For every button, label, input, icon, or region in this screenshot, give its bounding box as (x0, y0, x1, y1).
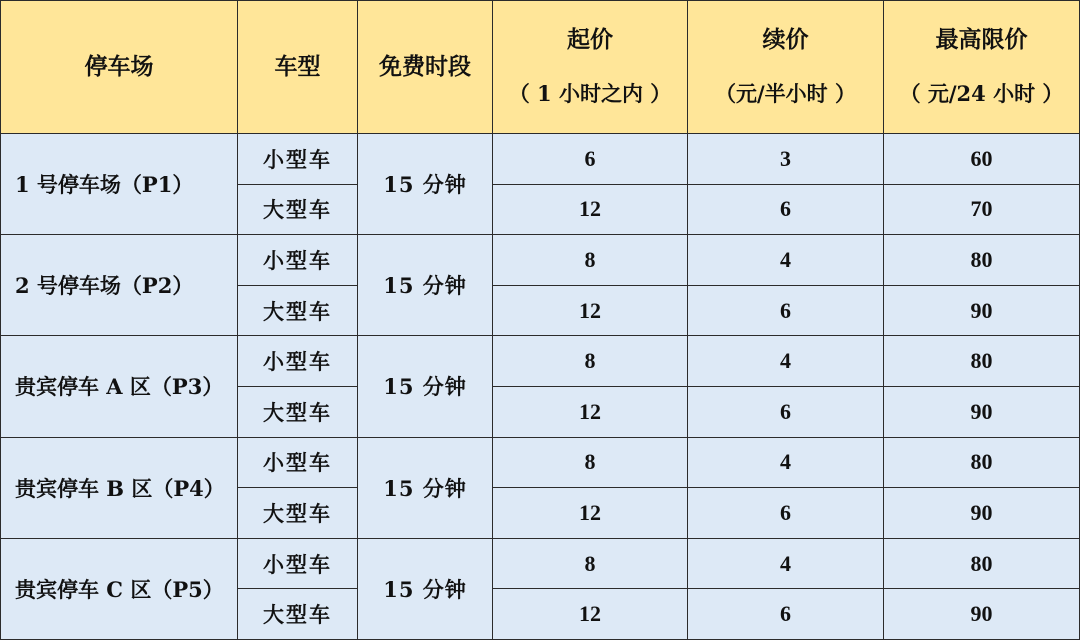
vehicle-type: 小型车 (238, 336, 358, 387)
header-max-price-title: 最高限价 (935, 26, 1028, 53)
header-free-period: 免费时段 (358, 1, 493, 134)
start-price: 8 (493, 437, 688, 488)
table-row (1, 437, 1080, 488)
start-price: 12 (493, 285, 688, 336)
vehicle-type: 小型车 (238, 134, 358, 185)
vehicle-type: 小型车 (238, 437, 358, 488)
max-price: 60 (884, 134, 1080, 185)
vehicle-type: 大型车 (238, 589, 358, 640)
header-row (1, 1, 1080, 134)
max-price: 90 (884, 488, 1080, 539)
start-price: 12 (493, 589, 688, 640)
vehicle-type: 大型车 (238, 285, 358, 336)
continued-price: 4 (688, 538, 884, 589)
max-price: 90 (884, 589, 1080, 640)
start-price: 12 (493, 184, 688, 235)
table-row (1, 235, 1080, 286)
header-continued-price (688, 1, 884, 134)
table-row (1, 336, 1080, 387)
header-lot: 停车场 (1, 1, 238, 134)
max-price: 90 (884, 285, 1080, 336)
continued-price: 6 (688, 285, 884, 336)
lot-name: 1 号停车场（P1） (1, 134, 238, 235)
start-price: 12 (493, 488, 688, 539)
free-period: 15 分钟 (358, 235, 493, 336)
free-period: 15 分钟 (358, 437, 493, 538)
max-price: 80 (884, 538, 1080, 589)
table-header (1, 1, 1080, 134)
header-start-price-unit: （ 1 小时之内 ） (508, 81, 672, 106)
header-max-price-unit: （ 元/24 小时 ） (899, 81, 1064, 106)
header-start-price (493, 1, 688, 134)
header-start-price-title: 起价 (567, 26, 613, 53)
continued-price: 6 (688, 386, 884, 437)
header-max-price (884, 1, 1080, 134)
vehicle-type: 大型车 (238, 184, 358, 235)
start-price: 8 (493, 235, 688, 286)
continued-price: 6 (688, 184, 884, 235)
start-price: 8 (493, 336, 688, 387)
header-vehicle-type: 车型 (238, 1, 358, 134)
max-price: 80 (884, 336, 1080, 387)
vehicle-type: 大型车 (238, 386, 358, 437)
header-continued-price-unit: （元/半小时 ） (715, 81, 856, 106)
lot-name: 贵宾停车 C 区（P5） (1, 538, 238, 639)
vehicle-type: 小型车 (238, 538, 358, 589)
free-period: 15 分钟 (358, 538, 493, 639)
max-price: 90 (884, 386, 1080, 437)
max-price: 80 (884, 437, 1080, 488)
table-row (1, 538, 1080, 589)
max-price: 70 (884, 184, 1080, 235)
continued-price: 6 (688, 589, 884, 640)
start-price: 8 (493, 538, 688, 589)
free-period: 15 分钟 (358, 336, 493, 437)
vehicle-type: 小型车 (238, 235, 358, 286)
table-row (1, 134, 1080, 185)
continued-price: 3 (688, 134, 884, 185)
start-price: 6 (493, 134, 688, 185)
free-period: 15 分钟 (358, 134, 493, 235)
max-price: 80 (884, 235, 1080, 286)
lot-name: 贵宾停车 A 区（P3） (1, 336, 238, 437)
table-body (1, 134, 1080, 640)
lot-name: 2 号停车场（P2） (1, 235, 238, 336)
continued-price: 4 (688, 235, 884, 286)
vehicle-type: 大型车 (238, 488, 358, 539)
header-continued-price-title: 续价 (762, 26, 809, 53)
continued-price: 4 (688, 336, 884, 387)
lot-name: 贵宾停车 B 区（P4） (1, 437, 238, 538)
continued-price: 6 (688, 488, 884, 539)
start-price: 12 (493, 386, 688, 437)
continued-price: 4 (688, 437, 884, 488)
